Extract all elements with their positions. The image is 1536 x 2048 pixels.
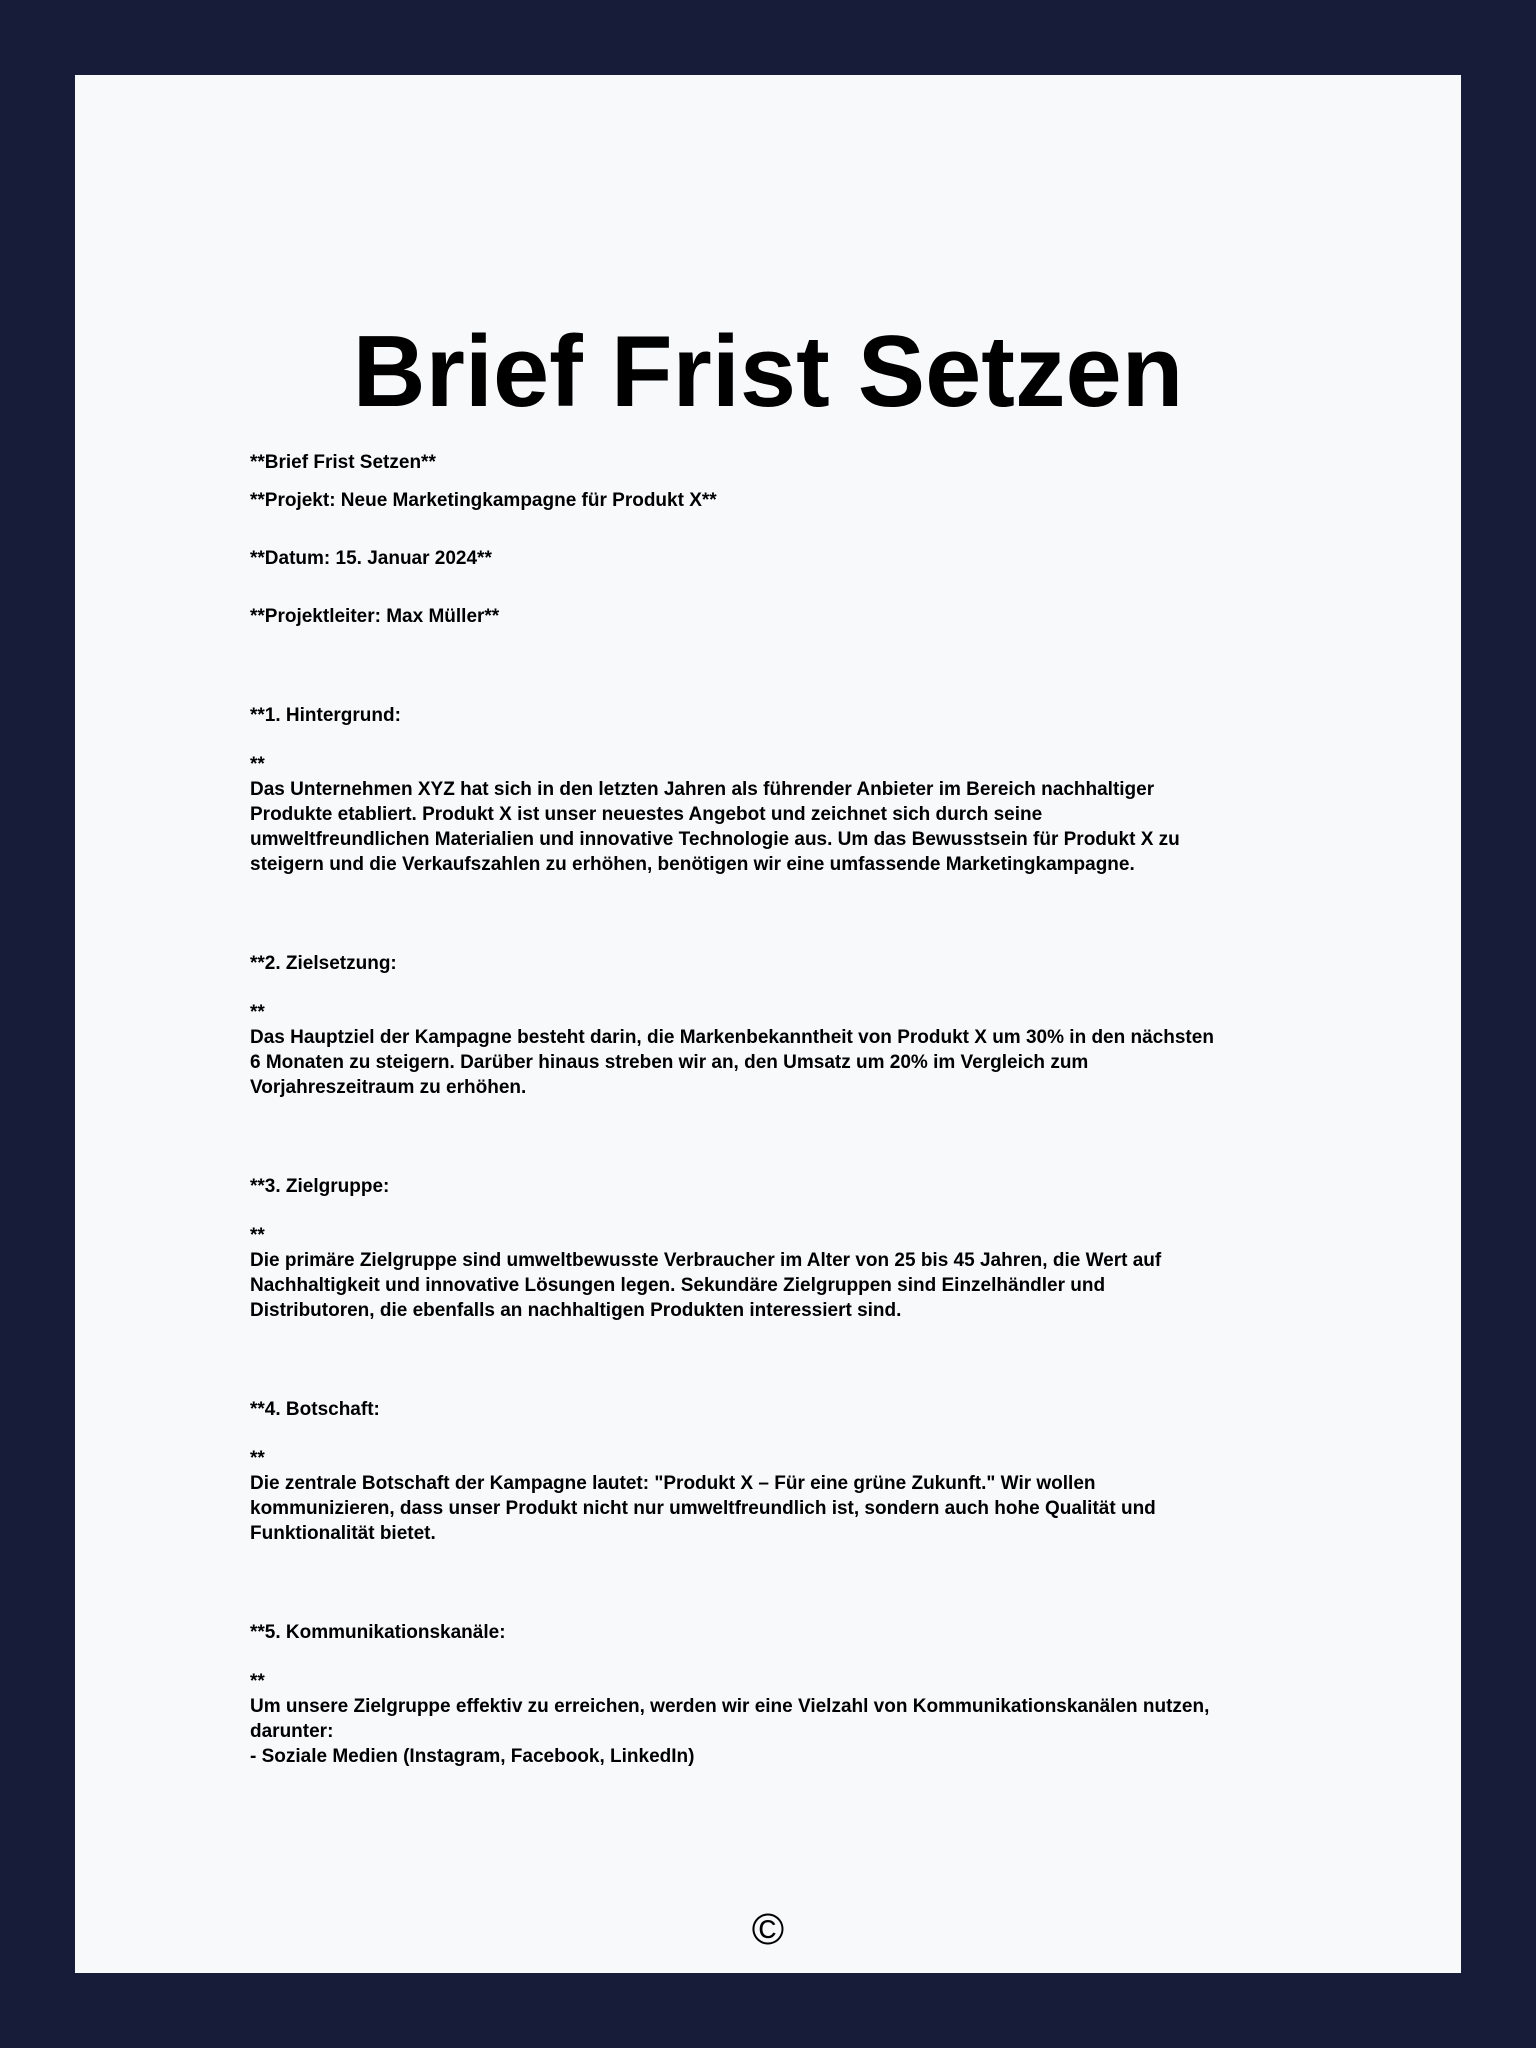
section-body: Das Unternehmen XYZ hat sich in den letzten Jahren als führender Anbieter im Bereich nachhaltiger Produkte etabliert. Produkt X ist unser neuestes Angebot und zeichnet sich durch seine umweltfreundlichen Materialien und innovative Technologie aus. Um das Bewusstsein für Produkt X zu steigern und die Verkaufszahlen zu erhöhen, benötigen wir eine umfassende Marketingkampagne.	[250, 779, 1180, 875]
section-marker: **	[250, 1225, 265, 1246]
section-body: Die zentrale Botschaft der Kampagne lautet: "Produkt X – Für eine grüne Zukunft." Wir wollen kommunizieren, dass unser Produkt nicht nur umweltfreundlich ist, sondern auch hohe Qualität und Funktionalität bietet.	[250, 1473, 1156, 1544]
section-channels	[250, 1620, 1310, 1769]
section-body: Die primäre Zielgruppe sind umweltbewusste Verbraucher im Alter von 25 bis 45 Jahren, die Wert auf Nachhaltigkeit und innovative Lösungen legen. Sekundäre Zielgruppen sind Einzelhändler und Distributoren, die ebenfalls an nachhaltigen Produkten interessiert sind.	[250, 1250, 1162, 1321]
section-target-group	[250, 1174, 1310, 1323]
section-background	[250, 703, 1310, 877]
document-page	[75, 75, 1461, 1973]
section-marker: **	[250, 1448, 265, 1469]
section-marker: **	[250, 1671, 265, 1692]
section-message	[250, 1397, 1310, 1546]
meta-subject: **Brief Frist Setzen**	[250, 452, 436, 473]
section-body: Das Hauptziel der Kampagne besteht darin, die Markenbekanntheit von Produkt X um 30% in den nächsten 6 Monaten zu steigern. Darüber hinaus streben wir an, den Umsatz um 20% im Vergleich zum Vorjahreszeitraum zu erhöhen.	[250, 1027, 1214, 1098]
meta-project-lead: **Projektleiter: Max Müller**	[250, 606, 500, 627]
section-heading: **4. Botschaft:	[250, 1399, 380, 1420]
document-content	[250, 450, 1310, 1769]
section-heading: **2. Zielsetzung:	[250, 953, 397, 974]
section-objectives	[250, 951, 1310, 1100]
section-heading: **3. Zielgruppe:	[250, 1176, 390, 1197]
section-marker: **	[250, 1002, 265, 1023]
section-heading: **1. Hintergrund:	[250, 705, 401, 726]
section-marker: **	[250, 754, 265, 775]
meta-date: **Datum: 15. Januar 2024**	[250, 548, 492, 569]
copyright-icon: ©	[751, 1905, 785, 1954]
document-title: Brief Frist Setzen	[352, 316, 1184, 428]
section-heading: **5. Kommunikationskanäle:	[250, 1622, 506, 1643]
section-body: Um unsere Zielgruppe effektiv zu erreichen, werden wir eine Vielzahl von Kommunikationskanälen nutzen, darunter: - Soziale Medien (Instagram, Facebook, LinkedIn)	[250, 1696, 1210, 1767]
meta-project: **Projekt: Neue Marketingkampagne für Produkt X**	[250, 490, 717, 511]
